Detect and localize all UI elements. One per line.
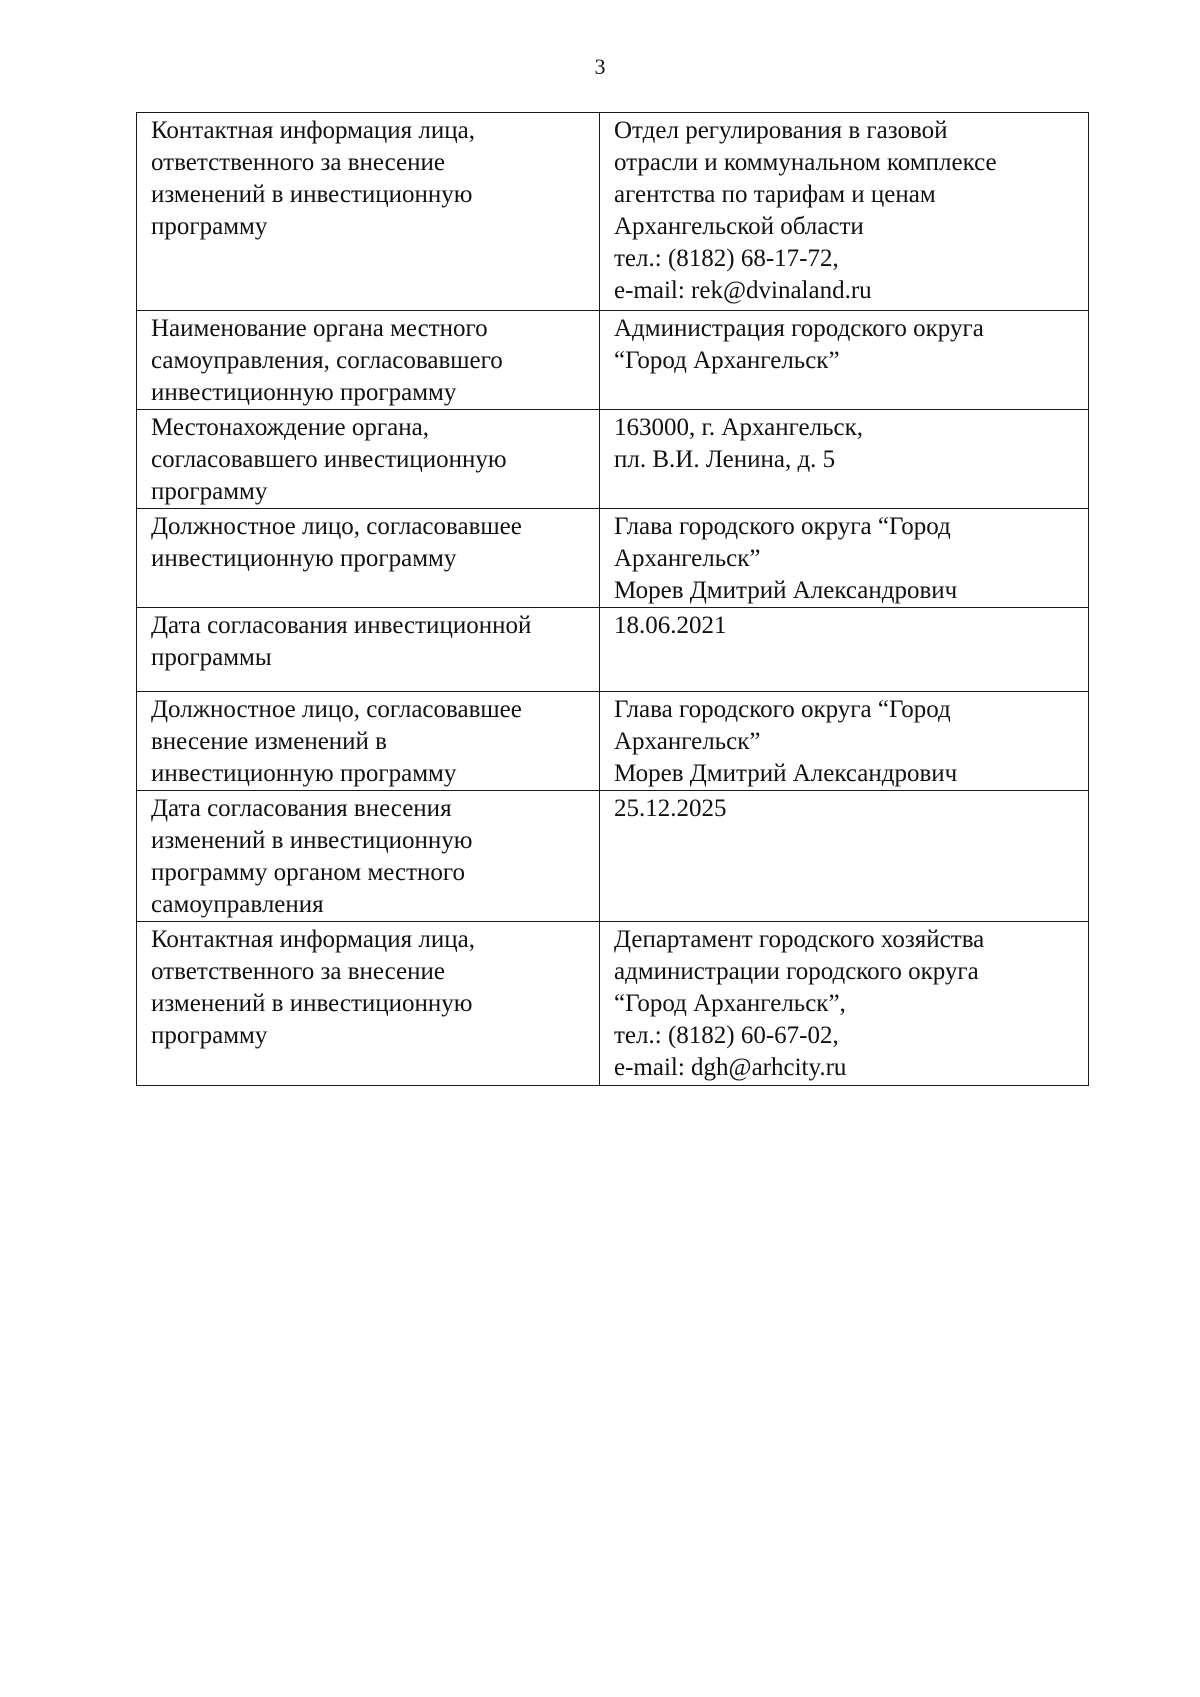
row-label: Дата согласования внесения изменений в инвестиционную программу органом местного самоуправления (137, 791, 600, 922)
row-value: Глава городского округа “Город Архангельск” Морев Дмитрий Александрович (600, 509, 1089, 608)
row-label: Дата согласования инвестиционной программы (137, 608, 600, 692)
row-label: Наименование органа местного самоуправления, согласовавшего инвестиционную программу (137, 311, 600, 410)
row-label: Контактная информация лица, ответственного за внесение изменений в инвестиционную программу (137, 922, 600, 1086)
table-row (137, 113, 1089, 311)
row-value: 25.12.2025 (600, 791, 1089, 922)
row-label: Должностное лицо, согласовавшее внесение изменений в инвестиционную программу (137, 692, 600, 791)
table-row (137, 922, 1089, 1086)
page-number: 3 (594, 54, 606, 79)
table-row (137, 311, 1089, 410)
table-row (137, 608, 1089, 692)
row-value: Администрация городского округа “Город Архангельск” (600, 311, 1089, 410)
table-row (137, 410, 1089, 509)
row-value: Департамент городского хозяйства администрации городского округа “Город Архангельск”, тел.: (8182) 60-67-02, e-mail: dgh@arhcity.ru (600, 922, 1089, 1086)
table-row (137, 509, 1089, 608)
table-row (137, 791, 1089, 922)
table-row (137, 692, 1089, 791)
row-label: Должностное лицо, согласовавшее инвестиционную программу (137, 509, 600, 608)
row-value: Глава городского округа “Город Архангельск” Морев Дмитрий Александрович (600, 692, 1089, 791)
row-value: 18.06.2021 (600, 608, 1089, 692)
row-label: Контактная информация лица, ответственного за внесение изменений в инвестиционную программу (137, 113, 600, 311)
row-label: Местонахождение органа, согласовавшего инвестиционную программу (137, 410, 600, 509)
row-value: Отдел регулирования в газовой отрасли и коммунальном комплексе агентства по тарифам и ценам Архангельской области тел.: (8182) 68-17-72, e-mail: rek@dvinaland.ru (600, 113, 1089, 311)
row-value: 163000, г. Архангельск, пл. В.И. Ленина, д. 5 (600, 410, 1089, 509)
investment-program-info-table (136, 112, 1089, 1086)
